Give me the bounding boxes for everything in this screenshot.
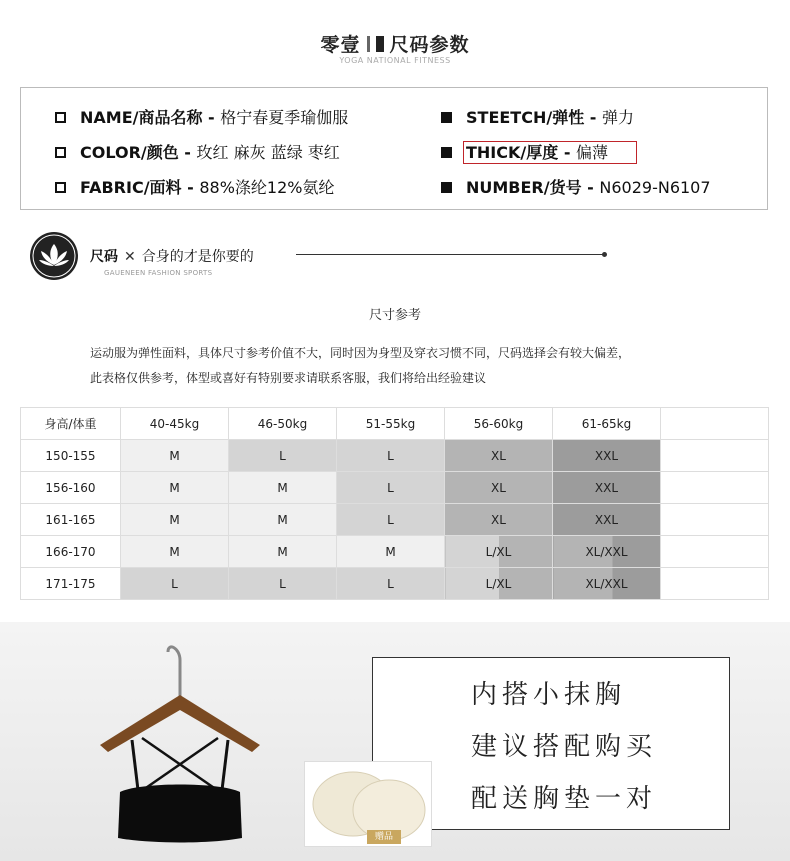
solid-square-icon — [441, 112, 452, 123]
hollow-square-icon — [55, 112, 66, 123]
title-divider-thin — [367, 36, 370, 52]
size-reference-title: 尺寸参考 — [368, 308, 421, 323]
table-row — [21, 568, 769, 600]
size-cell: M — [229, 536, 337, 568]
banner-divider-dot — [602, 252, 607, 257]
size-cell: M — [229, 472, 337, 504]
spec-number: NUMBER/货号 - N6029-N6107 — [441, 175, 711, 198]
size-cell: XL/XXL — [553, 536, 661, 568]
size-banner — [90, 246, 254, 266]
solid-square-icon — [441, 147, 452, 158]
height-cell: 161-165 — [21, 504, 121, 536]
size-cell: L/XL — [445, 536, 553, 568]
table-row — [21, 440, 769, 472]
lotus-logo-icon — [30, 232, 78, 280]
empty-cell — [661, 408, 769, 440]
spec-stretch: STEETCH/弹性 - 弹力 — [441, 105, 634, 128]
banner-subtitle: GAUENEEN FASHION SPORTS — [104, 269, 213, 277]
thick-highlight-box: THICK/厚度 - 偏薄 — [463, 141, 637, 164]
size-cell: XXL — [553, 504, 661, 536]
banner-slogan: 合身的才是你要的 — [141, 249, 254, 265]
size-cell: XL — [445, 440, 553, 472]
size-cell: L — [337, 472, 445, 504]
title-divider-bar — [376, 36, 384, 52]
table-row — [21, 472, 769, 504]
weight-header: 56-60kg — [445, 408, 553, 440]
table-header-row — [21, 408, 769, 440]
banner-divider — [296, 254, 606, 255]
table-row — [21, 504, 769, 536]
brand-name: 零壹 — [320, 34, 361, 56]
size-cell: M — [121, 440, 229, 472]
bra-on-hanger-image — [80, 630, 280, 845]
size-cell: L — [337, 568, 445, 600]
table-corner-cell: 身高/体重 — [21, 408, 121, 440]
height-cell: 150-155 — [21, 440, 121, 472]
height-cell: 171-175 — [21, 568, 121, 600]
height-cell: 166-170 — [21, 536, 121, 568]
gift-badge: 赠品 — [367, 830, 401, 844]
weight-header: 46-50kg — [229, 408, 337, 440]
solid-square-icon — [441, 182, 452, 193]
promo-line3: 配送胸垫一对 — [471, 784, 658, 814]
empty-cell — [661, 504, 769, 536]
spec-name: NAME/商品名称 - 格宁春夏季瑜伽服 — [55, 105, 348, 128]
title-text: 尺码参数 — [389, 34, 470, 56]
size-cell: M — [337, 536, 445, 568]
spec-fabric: FABRIC/面料 - 88%涤纶12%氨纶 — [55, 175, 334, 198]
size-cell: XXL — [553, 472, 661, 504]
size-cell: M — [229, 504, 337, 536]
spec-color: COLOR/颜色 - 玫红 麻灰 蓝绿 枣红 — [55, 140, 340, 163]
size-cell: XXL — [553, 440, 661, 472]
size-cell: L — [229, 568, 337, 600]
size-cell: L — [337, 504, 445, 536]
size-cell: L — [229, 440, 337, 472]
page-subtitle: YOGA NATIONAL FITNESS — [339, 56, 451, 65]
size-cell: XL — [445, 472, 553, 504]
size-cell: M — [121, 472, 229, 504]
size-table — [20, 407, 769, 600]
size-cell: L/XL — [445, 568, 553, 600]
hollow-square-icon — [55, 182, 66, 193]
cross-icon: ✕ — [124, 249, 136, 265]
height-cell: 156-160 — [21, 472, 121, 504]
hollow-square-icon — [55, 147, 66, 158]
weight-header: 61-65kg — [553, 408, 661, 440]
promo-line1: 内搭小抹胸 — [471, 680, 627, 710]
size-note-line2: 此表格仅供参考，体型或喜好有特别要求请联系客服，我们将给出经验建议 — [90, 371, 487, 385]
table-row — [21, 536, 769, 568]
empty-cell — [661, 472, 769, 504]
size-cell: XL — [445, 504, 553, 536]
empty-cell — [661, 568, 769, 600]
banner-title: 尺码 — [90, 249, 118, 265]
page-title — [0, 30, 790, 57]
size-note-line1: 运动服为弹性面料，具体尺寸参考价值不大，同时因为身型及穿衣习惯不同，尺码选择会有较大偏差， — [90, 346, 631, 360]
product-spec-box — [20, 87, 768, 210]
chest-pad-gift-card — [304, 761, 432, 847]
size-cell: M — [121, 536, 229, 568]
weight-header: 40-45kg — [121, 408, 229, 440]
size-cell: XL/XXL — [553, 568, 661, 600]
empty-cell — [661, 440, 769, 472]
promo-line2: 建议搭配购买 — [471, 732, 658, 762]
empty-cell — [661, 536, 769, 568]
size-cell: M — [121, 504, 229, 536]
size-cell: L — [337, 440, 445, 472]
size-cell: L — [121, 568, 229, 600]
weight-header: 51-55kg — [337, 408, 445, 440]
spec-thick — [441, 140, 637, 163]
